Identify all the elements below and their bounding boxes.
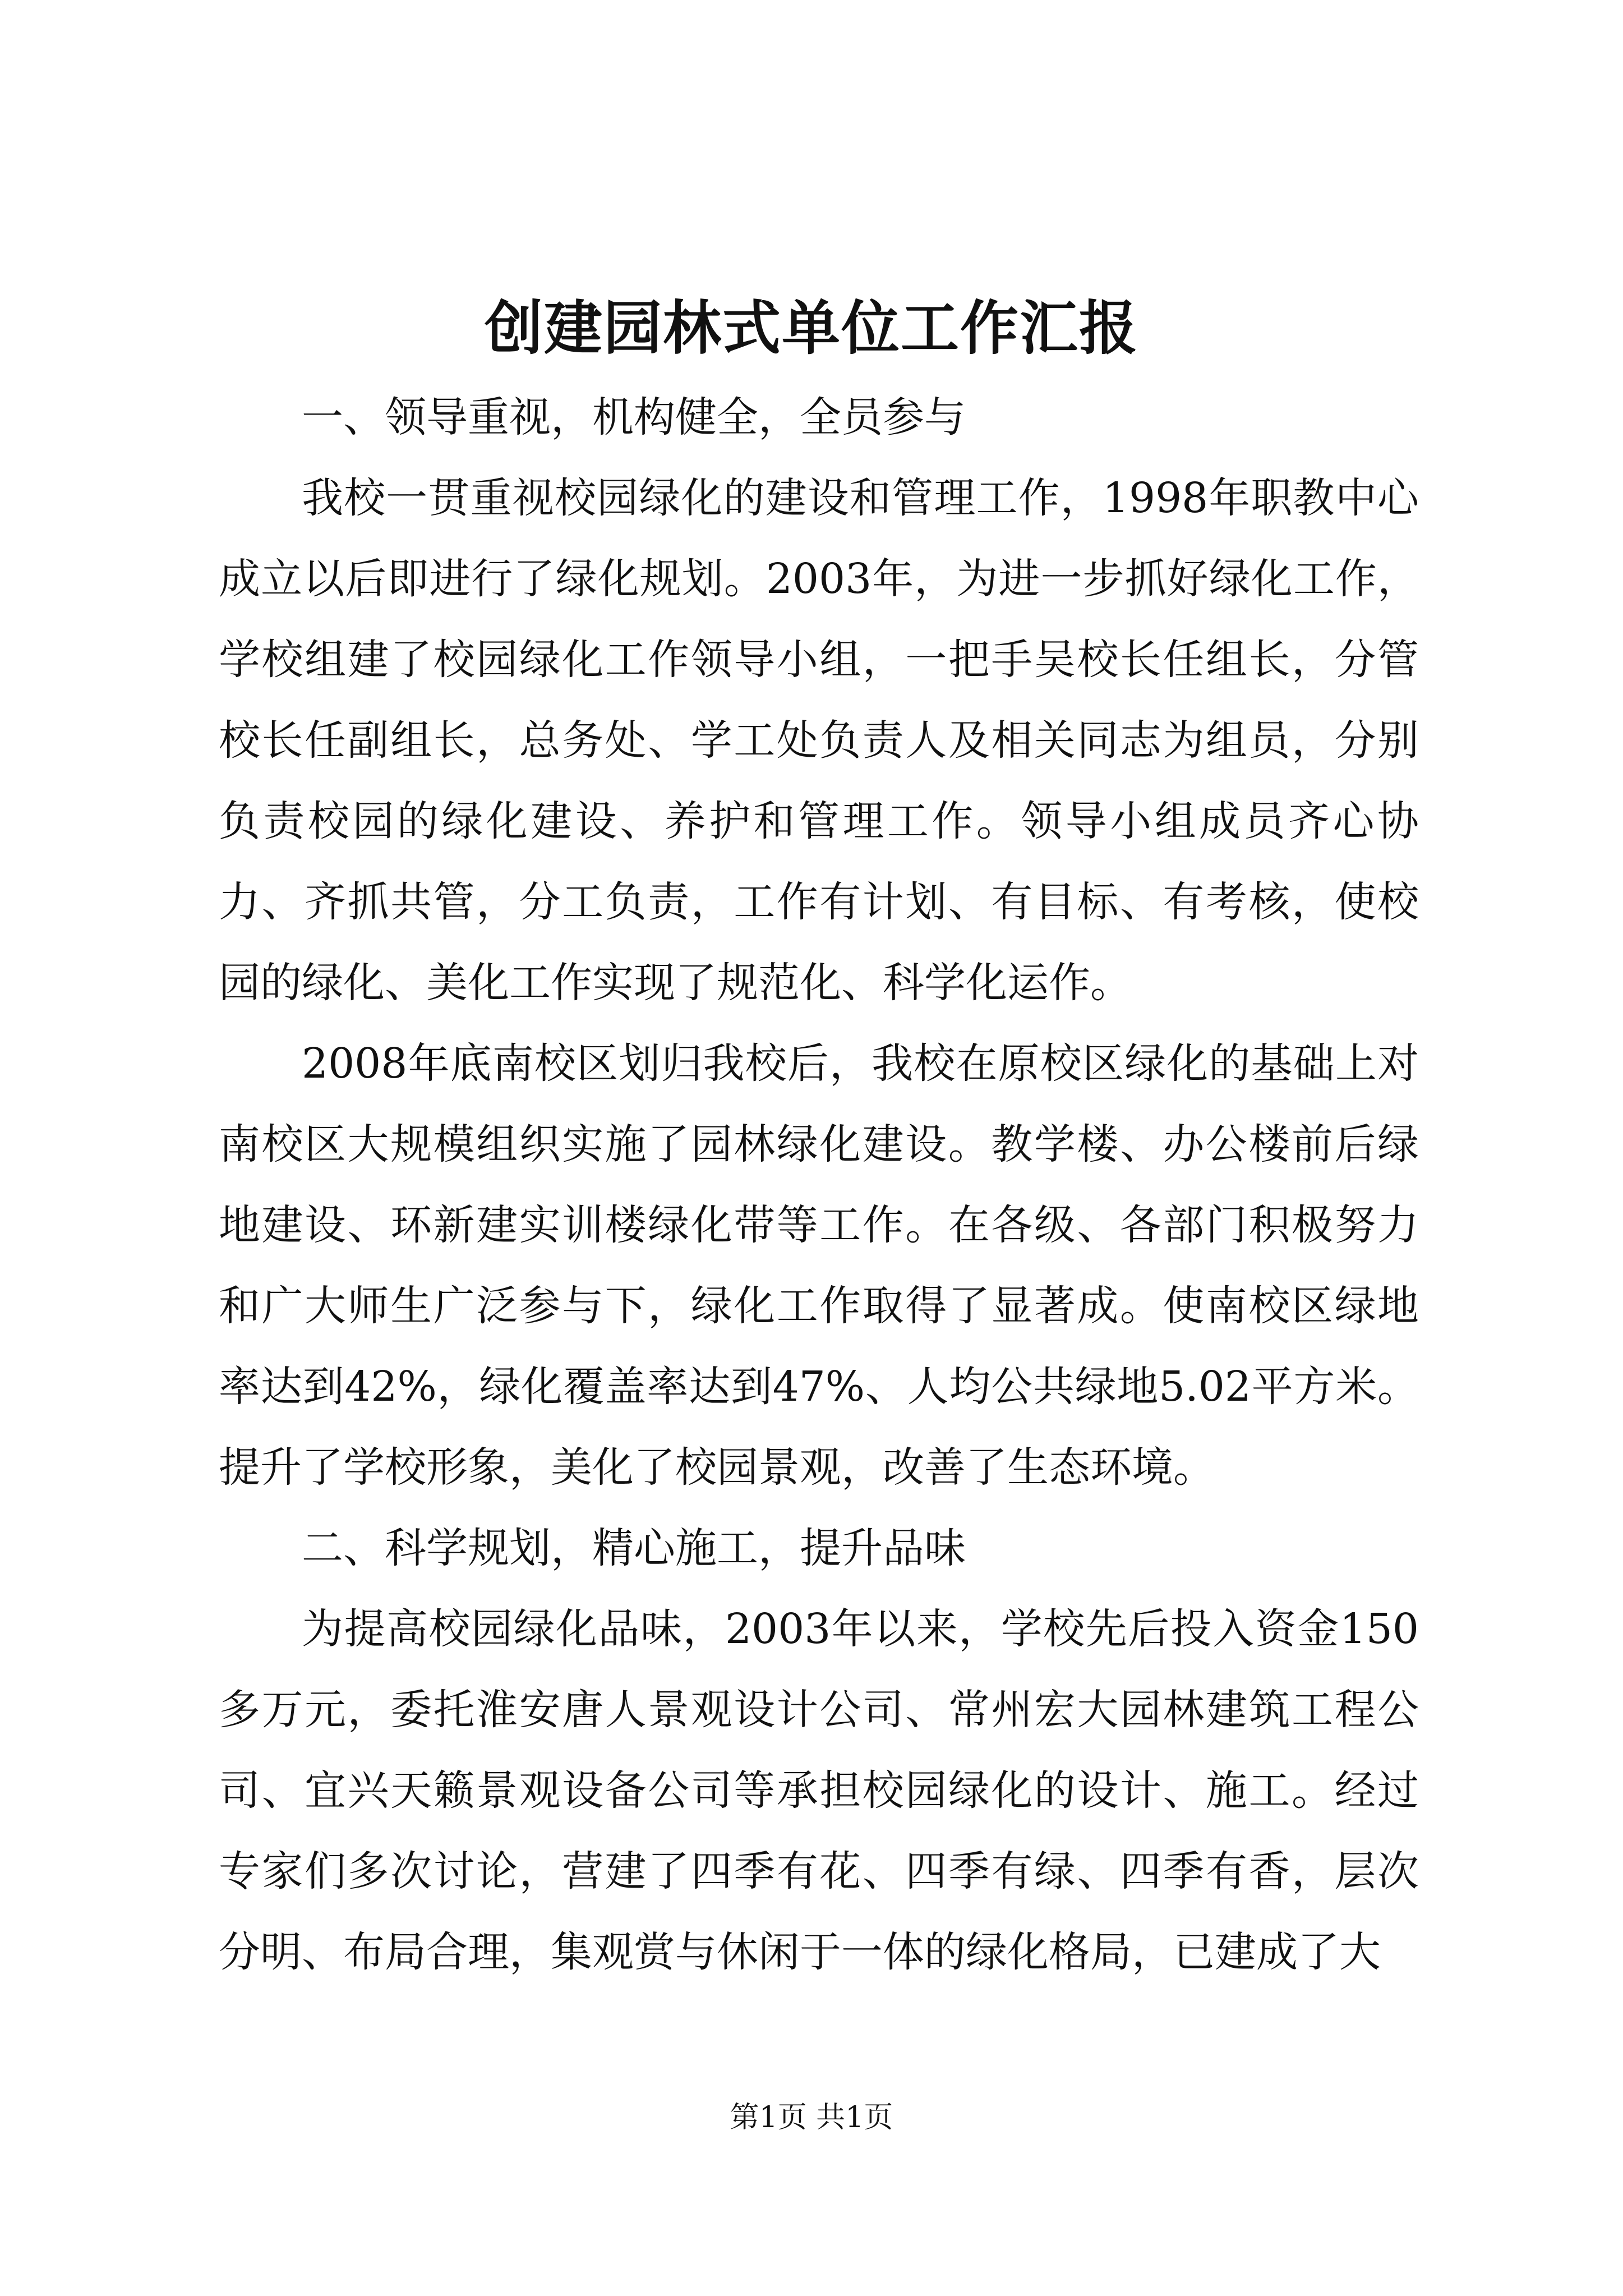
paragraph: 我校一贯重视校园绿化的建设和管理工作，1998年职教中心成立以后即进行了绿化规划。2003年，为进一步抓好绿化工作，学校组建了校园绿化工作领导小组，一把手吴校长任组长，分管校长任副组长，总务处、学工处负责人及相关同志为组员，分别负责校园的绿化建设、养护和管理工作。领导小组成员齐心协力、齐抓共管，分工负责，工作有计划、有目标、有考核，使校园的绿化、美化工作实现了规范化、科学化运作。 [219,474,1419,1007]
page-footer: 第1页 共1页 [730,2101,893,2134]
document-title: 创建园林式单位工作汇报 [484,293,1138,362]
section-heading-2: 二、科学规划，精心施工，提升品味 [302,1524,966,1572]
paragraph: 为提高校园绿化品味，2003年以来，学校先后投入资金150多万元，委托淮安唐人景观设计公司、常州宏大园林建筑工程公司、宜兴天籁景观设备公司等承担校园绿化的设计、施工。经过专家们多次讨论，营建了四季有花、四季有绿、四季有香，层次分明、布局合理，集观赏与休闲于一体的绿化格局，已建成了大 [219,1605,1419,1976]
document-body [219,377,1419,1993]
paragraph: 2008年底南校区划归我校后，我校在原校区绿化的基础上对南校区大规模组织实施了园林绿化建设。教学楼、办公楼前后绿地建设、环新建实训楼绿化带等工作。在各级、各部门积极努力和广大师生广泛参与下，绿化工作取得了显著成。使南校区绿地率达到42%，绿化覆盖率达到47%、人均公共绿地5.02平方米。提升了学校形象，美化了校园景观，改善了生态环境。 [219,1039,1419,1492]
section-heading-1: 一、领导重视，机构健全，全员参与 [302,393,966,441]
